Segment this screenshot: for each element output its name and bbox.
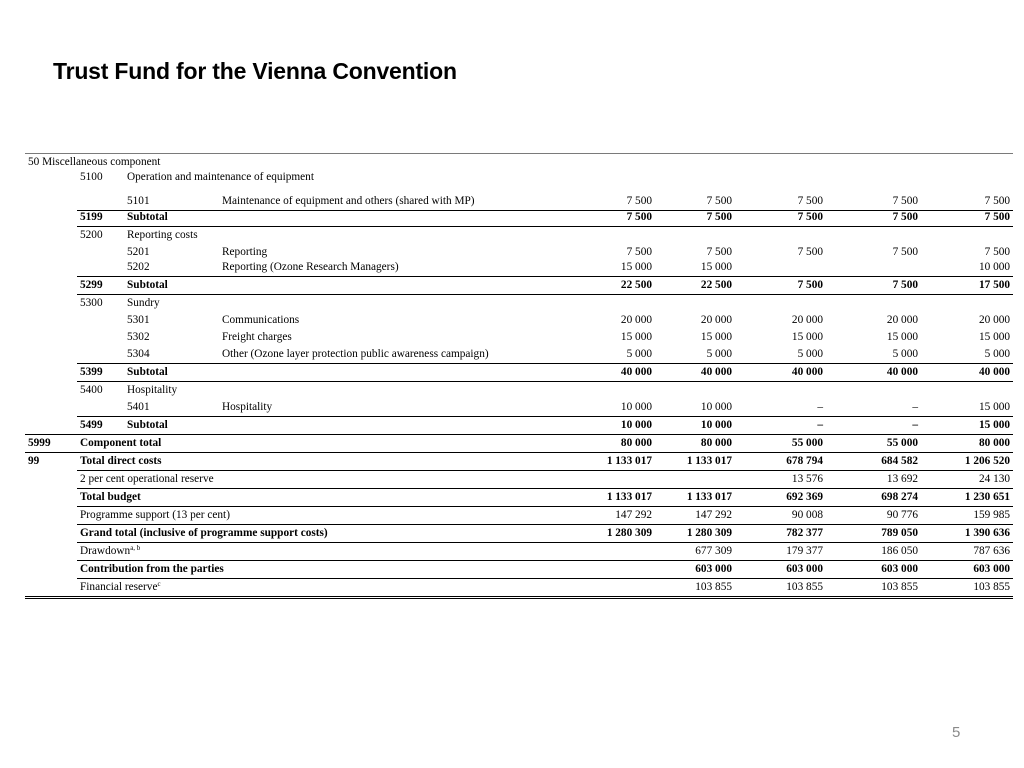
cell-value: 10 000 (700, 401, 732, 413)
cell-value: 1 280 309 (655, 525, 735, 543)
cell-value: 7 500 (655, 211, 735, 227)
cell-value: 40 000 (555, 364, 655, 382)
cell-value: 24 130 (921, 471, 1013, 489)
cell-value (555, 561, 655, 579)
cell-value: 10 000 (978, 261, 1011, 273)
cell-value: 103 855 (826, 579, 921, 598)
table-row (25, 435, 1013, 453)
row-label: Freight charges (222, 331, 292, 343)
cell-value: 1 133 017 (655, 453, 735, 471)
cell-value: 90 008 (735, 507, 826, 525)
row-code: 5199 (77, 211, 124, 227)
cell-value: 80 000 (921, 435, 1013, 453)
cell-value: 13 576 (735, 471, 826, 489)
row-code: 5201 (127, 246, 150, 258)
table-row (25, 312, 1013, 329)
table-row (25, 489, 1013, 507)
row-label-cell (77, 543, 555, 561)
cell-value: 1 280 309 (555, 525, 655, 543)
row-code: 5999 (25, 435, 77, 453)
cell-value: 603 000 (735, 561, 826, 579)
cell-value: 692 369 (735, 489, 826, 507)
cell-value: 186 050 (826, 543, 921, 561)
row-code: 5299 (77, 277, 124, 295)
cell-value: 1 133 017 (555, 453, 655, 471)
cell-value: 80 000 (555, 435, 655, 453)
cell-value: 40 000 (735, 364, 826, 382)
footnote-marker: c (157, 580, 161, 588)
cell-value: 5 000 (984, 348, 1011, 360)
cell-value: – (735, 417, 826, 435)
table-row (25, 227, 1013, 245)
cell-value: 5 000 (797, 348, 823, 360)
cell-value: 15 000 (620, 261, 652, 273)
table-row (25, 154, 1013, 172)
table-row (25, 346, 1013, 364)
cell-value: 7 500 (921, 211, 1013, 227)
row-code: 99 (25, 453, 77, 471)
table-row (25, 329, 1013, 346)
slide-title: Trust Fund for the Vienna Convention (53, 58, 457, 84)
cell-value: 7 500 (826, 211, 921, 227)
row-code: 5302 (127, 331, 150, 343)
cell-value: 20 000 (886, 314, 918, 326)
row-label: Reporting (222, 246, 268, 258)
table-row (25, 453, 1013, 471)
cell-value: 677 309 (655, 543, 735, 561)
cell-value: 15 000 (978, 331, 1011, 343)
cell-value: 179 377 (735, 543, 826, 561)
cell-value: 10 000 (620, 401, 652, 413)
row-label: Drawdown (80, 545, 131, 557)
row-code: 5304 (127, 348, 150, 360)
cell-value: – (912, 401, 918, 413)
row-code: 5100 (80, 171, 103, 183)
cell-value: 20 000 (791, 314, 823, 326)
row-code: 5399 (77, 364, 124, 382)
cell-value: 603 000 (921, 561, 1013, 579)
row-code: 5200 (77, 227, 124, 245)
component-heading: 50 Miscellaneous component (28, 156, 161, 168)
cell-value (555, 543, 655, 561)
row-label: Total direct costs (77, 453, 555, 471)
cell-value: 5 000 (892, 348, 918, 360)
cell-value: 15 000 (978, 401, 1011, 413)
row-label: Grand total (inclusive of programme support costs) (77, 525, 555, 543)
table-row (25, 295, 1013, 313)
cell-value: – (826, 417, 921, 435)
row-code: 5101 (127, 195, 150, 207)
row-label: Operation and maintenance of equipment (127, 171, 314, 183)
cell-value (655, 471, 735, 489)
cell-value: 10 000 (655, 417, 735, 435)
budget-table (25, 153, 1013, 599)
row-label: Hospitality (222, 401, 273, 413)
cell-value: 7 500 (892, 195, 918, 207)
cell-value: 7 500 (826, 277, 921, 295)
cell-value: 1 133 017 (655, 489, 735, 507)
row-code: 5401 (127, 401, 150, 413)
row-code: 5202 (127, 261, 150, 273)
cell-value: 15 000 (921, 417, 1013, 435)
cell-value: 22 500 (655, 277, 735, 295)
table-row (25, 261, 1013, 277)
row-label: Subtotal (124, 277, 555, 295)
cell-value (555, 471, 655, 489)
cell-value: 80 000 (655, 435, 735, 453)
cell-value: 20 000 (978, 314, 1011, 326)
cell-value: 678 794 (735, 453, 826, 471)
cell-value: 90 776 (826, 507, 921, 525)
cell-value (735, 261, 826, 277)
cell-value: 55 000 (826, 435, 921, 453)
cell-value: 7 500 (626, 246, 652, 258)
cell-value: 15 000 (620, 331, 652, 343)
cell-value: 787 636 (921, 543, 1013, 561)
cell-value: 20 000 (700, 314, 732, 326)
row-label: Sundry (124, 295, 1013, 313)
row-code: 5300 (77, 295, 124, 313)
table-row (25, 277, 1013, 295)
page-number: 5 (952, 724, 961, 741)
cell-value: 603 000 (655, 561, 735, 579)
cell-value: 7 500 (555, 211, 655, 227)
cell-value: 1 230 651 (921, 489, 1013, 507)
row-label: Hospitality (124, 382, 1013, 400)
row-label: Financial reserve (80, 581, 158, 593)
table-row (25, 171, 1013, 186)
cell-value (555, 579, 655, 598)
cell-value: 7 500 (984, 246, 1011, 258)
row-label: Reporting (Ozone Research Managers) (222, 261, 399, 273)
cell-value: 698 274 (826, 489, 921, 507)
table-row (25, 364, 1013, 382)
table-row (25, 525, 1013, 543)
table-row (25, 417, 1013, 435)
row-label: Subtotal (124, 211, 555, 227)
table-row (25, 561, 1013, 579)
cell-value: 782 377 (735, 525, 826, 543)
cell-value: 20 000 (620, 314, 652, 326)
table-row (25, 579, 1013, 598)
cell-value: 17 500 (921, 277, 1013, 295)
cell-value: 40 000 (826, 364, 921, 382)
row-label-cell (77, 579, 555, 598)
cell-value: 159 985 (921, 507, 1013, 525)
cell-value: 7 500 (706, 195, 732, 207)
table-row (25, 382, 1013, 400)
cell-value: 7 500 (797, 195, 823, 207)
row-label: Total budget (77, 489, 555, 507)
table-row (25, 186, 1013, 211)
cell-value: 7 500 (706, 246, 732, 258)
cell-value: 603 000 (826, 561, 921, 579)
cell-value: 13 692 (826, 471, 921, 489)
cell-value: 1 133 017 (555, 489, 655, 507)
table-row (25, 244, 1013, 261)
row-label: Subtotal (124, 364, 555, 382)
cell-value (826, 261, 921, 277)
cell-value: 1 390 636 (921, 525, 1013, 543)
cell-value: 103 855 (921, 579, 1013, 598)
cell-value: 7 500 (984, 195, 1011, 207)
cell-value: 15 000 (791, 331, 823, 343)
row-label: Subtotal (124, 417, 555, 435)
table-row (25, 399, 1013, 417)
cell-value: 7 500 (892, 246, 918, 258)
cell-value: 15 000 (700, 261, 732, 273)
cell-value: 40 000 (655, 364, 735, 382)
row-label: Component total (77, 435, 555, 453)
cell-value: 40 000 (921, 364, 1013, 382)
cell-value: 15 000 (700, 331, 732, 343)
cell-value: 103 855 (735, 579, 826, 598)
cell-value: 684 582 (826, 453, 921, 471)
cell-value: 15 000 (886, 331, 918, 343)
cell-value: – (817, 401, 823, 413)
cell-value: 147 292 (655, 507, 735, 525)
row-label: Maintenance of equipment and others (shared with MP) (222, 195, 475, 207)
table-row (25, 211, 1013, 227)
row-code: 5400 (77, 382, 124, 400)
row-label: Contribution from the parties (77, 561, 555, 579)
row-label: Communications (222, 314, 300, 326)
cell-value: 22 500 (555, 277, 655, 295)
cell-value: 1 206 520 (921, 453, 1013, 471)
row-code: 5499 (77, 417, 124, 435)
cell-value: 147 292 (555, 507, 655, 525)
row-code: 5301 (127, 314, 150, 326)
table-row (25, 543, 1013, 561)
cell-value: 7 500 (735, 211, 826, 227)
cell-value: 7 500 (626, 195, 652, 207)
cell-value: 789 050 (826, 525, 921, 543)
row-label: Programme support (13 per cent) (77, 507, 555, 525)
table-row (25, 471, 1013, 489)
row-label: Reporting costs (124, 227, 1013, 245)
cell-value: 7 500 (735, 277, 826, 295)
footnote-marker: a, b (130, 544, 141, 552)
cell-value: 103 855 (655, 579, 735, 598)
row-label: 2 per cent operational reserve (77, 471, 555, 489)
row-label: Other (Ozone layer protection public awareness campaign) (222, 348, 489, 360)
cell-value: 10 000 (555, 417, 655, 435)
cell-value: 55 000 (735, 435, 826, 453)
table-row (25, 507, 1013, 525)
cell-value: 5 000 (706, 348, 732, 360)
cell-value: 7 500 (797, 246, 823, 258)
cell-value: 5 000 (626, 348, 652, 360)
